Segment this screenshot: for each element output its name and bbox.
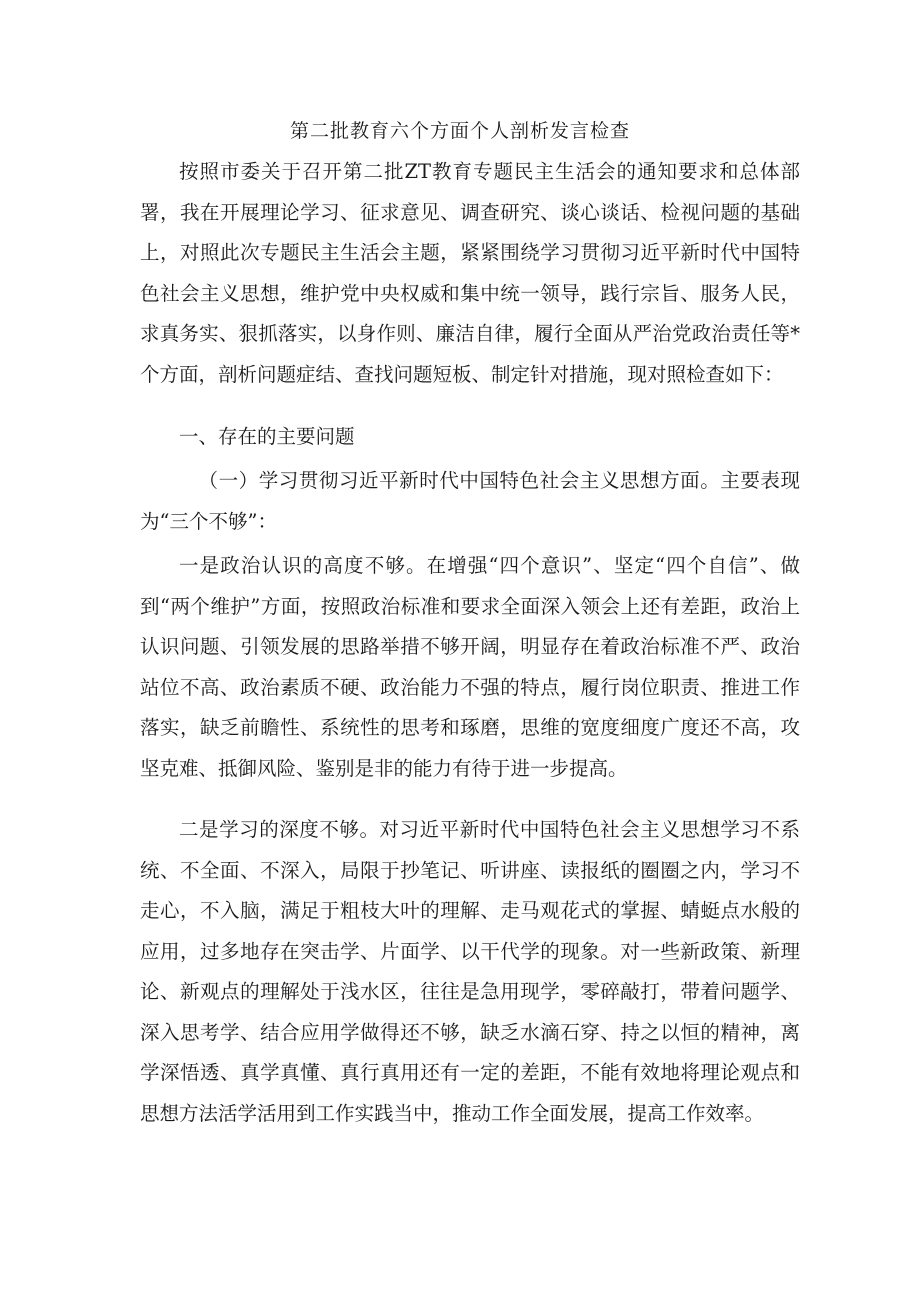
body-paragraph: 二是学习的深度不够。对习近平新时代中国特色社会主义思想学习不系统、不全面、不深入，局限于抄笔记、听讲座、读报纸的圈圈之内，学习不走心，不入脑，满足于粗枝大叶的理解、走马观花式的掌握、蜻蜓点水般的应用，过多地存在突击学、片面学、以干代学的现象。对一些新政策、新理论、新观点的理解处于浅水区，往往是急用现学，零碎敲打，带着问题学、深入思考学、结合应用学做得还不够，缺乏水滴石穿、持之以恒的精神，离学深悟透、真学真懂、真行真用还有一定的差距，不能有效地将理论观点和思想方法活学活用到工作实践当中，推动工作全面发展，提高工作效率。 <box>140 818 800 1125</box>
intro-paragraph: 按照市委关于召开第二批ZT教育专题民主生活会的通知要求和总体部署，我在开展理论学习、征求意见、调查研究、谈心谈话、检视问题的基础上，对照此次专题民主生活会主题，紧紧围绕学习贯彻习近平新时代中国特色社会主义思想，维护党中央权威和集中统一领导，践行宗旨、服务人民，求真务实、狠抓落实，以身作则、廉洁自律，履行全面从严治党政治责任等*个方面，剖析问题症结、查找问题短板、制定针对措施，现对照检查如下： <box>140 160 800 386</box>
subsection-heading: （一）学习贯彻习近平新时代中国特色社会主义思想方面。主要表现为“三个不够”： <box>140 469 800 533</box>
section-heading: 一、存在的主要问题 <box>179 425 355 448</box>
document-title: 第二批教育六个方面个人剖析发言检查 <box>289 120 630 142</box>
body-paragraph: 一是政治认识的高度不够。在增强“四个意识”、坚定“四个自信”、做到“两个维护”方面，按照政治标准和要求全面深入领会上还有差距，政治上认识问题、引领发展的思路举措不够开阔，明显存在着政治标准不严、政治站位不高、政治素质不硬、政治能力不强的特点，履行岗位职责、推进工作落实，缺乏前瞻性、系统性的思考和琢磨，思维的宽度细度广度还不高，攻坚克难、抵御风险、鉴别是非的能力有待于进一步提高。 <box>140 554 800 780</box>
